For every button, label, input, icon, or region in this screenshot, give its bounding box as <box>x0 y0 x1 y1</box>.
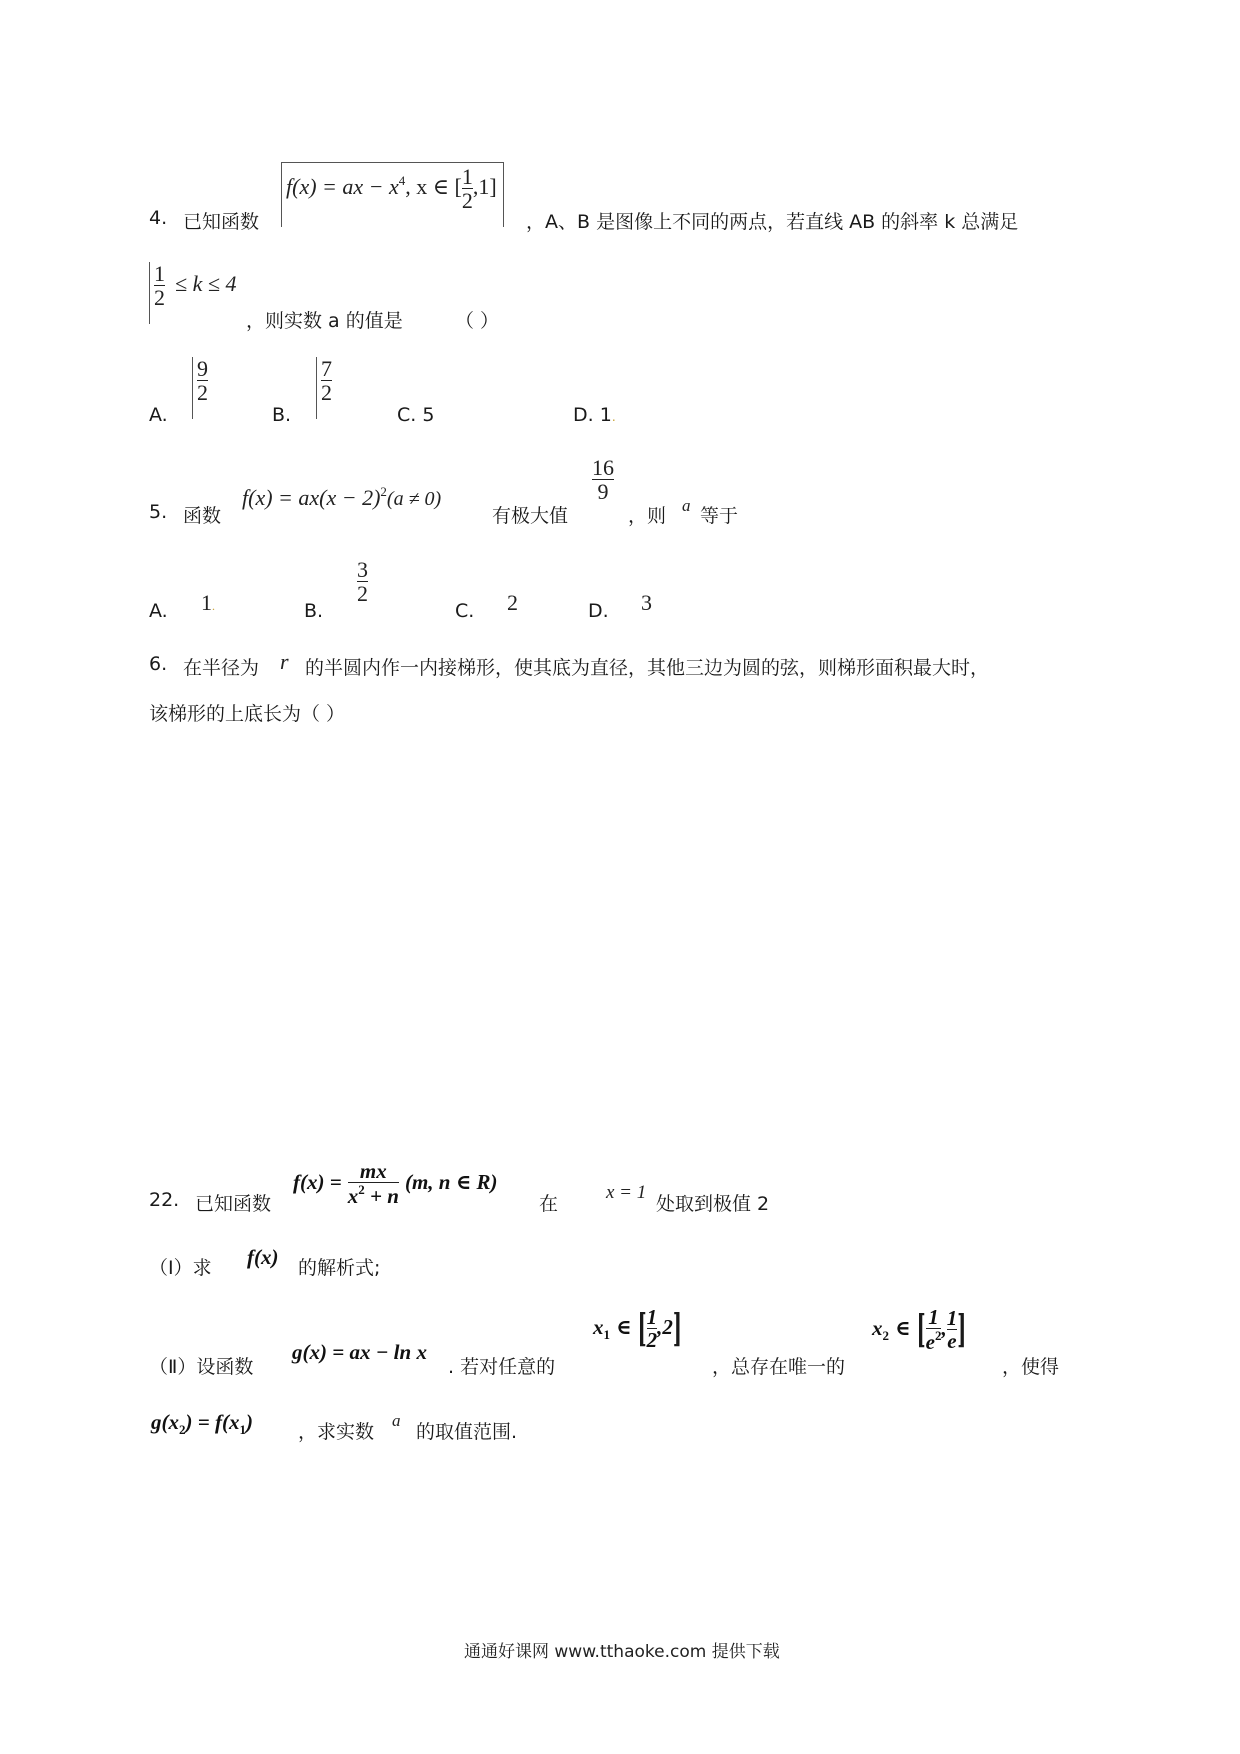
q22-equation: $g(x_2) = f(x_1)$ <box>151 1410 253 1437</box>
q6-text-a: 在半径为 <box>183 657 260 679</box>
q5-number: 5. <box>149 501 168 523</box>
q22-number: 22. <box>149 1189 180 1211</box>
q5-option-c-label: C. <box>455 600 475 622</box>
q5-option-b-label: B. <box>304 600 324 622</box>
q4-number: 4. <box>149 207 168 229</box>
q4-option-b-value: $\frac{7}{2}$ <box>316 357 332 419</box>
q22-function-formula: f(x) = $\frac{mx}{x^2 + n}$ (m, n ∈ R) <box>293 1159 498 1209</box>
q5-text-1: 有极大值 <box>492 505 569 527</box>
q4-text-1: ，A、B 是图像上不同的两点，若直线 AB 的斜率 k 总满足 <box>526 211 1019 233</box>
q4-option-b-label: B. <box>272 404 292 426</box>
q5-option-a-label: A. <box>149 600 168 622</box>
q6-number: 6. <box>149 653 168 675</box>
q22-part1-text: 的解析式; <box>298 1257 381 1279</box>
q22-part2-text-2: ，总存在唯一的 <box>712 1356 846 1378</box>
q4-slope-inequality: $\frac{1}{2}$ ≤ k ≤ 4 <box>149 262 236 324</box>
q5-option-a-value: 1. <box>201 590 215 615</box>
q22-x2-domain: $x_2$ ∈ [ $\frac{1}{e^2}$ , $\frac{1}{e}$ ] <box>872 1305 967 1355</box>
q5-option-c-value: 2 <box>507 590 518 615</box>
q5-lead-text: 函数 <box>183 505 222 527</box>
q4-text-2: ，则实数 a 的值是 <box>246 310 403 332</box>
q4-interval-fraction: $\frac{1}{2}$ <box>461 164 473 214</box>
q4-answer-paren: （ ） <box>455 310 500 332</box>
q22-part1-func: f(x) <box>247 1245 279 1269</box>
q5-text-2: ，则 <box>628 505 667 527</box>
q4-function-formula: f(x) = ax − $x^4$, x ∈ [ $\frac{1}{2}$ ,1] <box>281 162 504 227</box>
q4-option-d: D. 1. <box>573 404 616 426</box>
q22-part1-label: （Ⅰ）求 <box>149 1257 212 1279</box>
q22-part2-text-1: . 若对任意的 <box>448 1356 556 1378</box>
page-footer: 通通好课网 www.tthaoke.com 提供下载 <box>464 1642 780 1662</box>
q5-option-d-label: D. <box>588 600 609 622</box>
q22-text-2: 处取到极值 2 <box>656 1193 770 1215</box>
q6-line-2: 该梯形的上底长为（ ） <box>149 703 346 725</box>
q22-part2-func: g(x) = ax − ln x <box>292 1340 427 1364</box>
q5-variable-a: a <box>682 496 691 515</box>
q22-part2-label: （Ⅱ）设函数 <box>149 1356 254 1378</box>
q22-lead-text: 已知函数 <box>195 1193 272 1215</box>
q5-option-b-value: $\frac{3}{2}$ <box>357 557 368 607</box>
q6-variable-r: r <box>280 649 289 674</box>
q22-point: x = 1 <box>606 1182 647 1203</box>
q5-function-formula: $f(x) = ax(x - 2)^2(a \ne 0)$ <box>242 484 442 510</box>
q4-option-a-value: $\frac{9}{2}$ <box>192 357 208 419</box>
q22-variable-a: a <box>392 1411 401 1430</box>
q22-x1-domain: $x_1$ ∈ [ $\frac{1}{2}$ ,2] <box>593 1305 682 1353</box>
q4-lead-text: 已知函数 <box>183 211 260 233</box>
q5-option-d-value: 3 <box>641 590 652 615</box>
q5-max-value: $\frac{16}{9}$ <box>592 455 614 505</box>
q5-text-3: 等于 <box>700 505 739 527</box>
q22-part2-text-4: ，求实数 <box>298 1421 375 1443</box>
q6-text-b: 的半圆内作一内接梯形，使其底为直径，其他三边为圆的弦，则梯形面积最大时， <box>305 657 990 679</box>
q22-part2-text-3: ，使得 <box>1002 1356 1060 1378</box>
q22-text-1: 在 <box>539 1193 559 1215</box>
q4-option-c: C. 5 <box>397 404 435 426</box>
q22-part2-text-5: 的取值范围. <box>416 1421 518 1443</box>
q4-option-a-label: A. <box>149 404 168 426</box>
